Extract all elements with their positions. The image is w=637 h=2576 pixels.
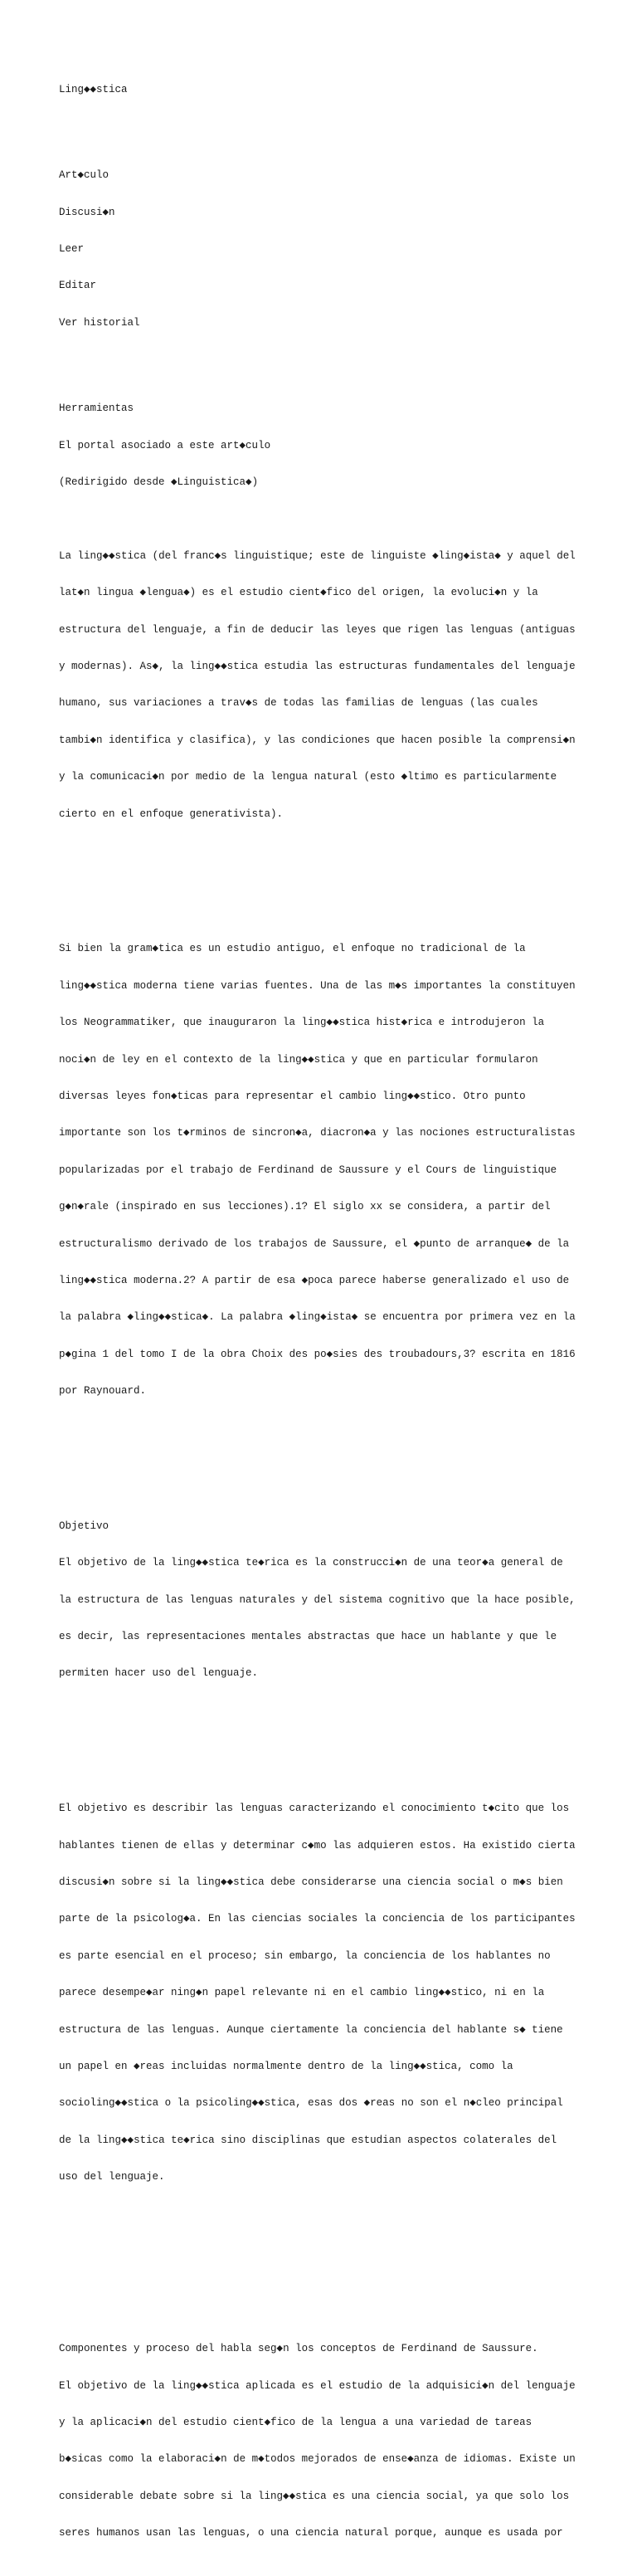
text-line: El objetivo es describir las lenguas caracterizando el conocimiento t◆cito que los <box>59 1803 570 1815</box>
text-line: estructura del lenguaje, a fin de deducir las leyes que rigen las lenguas (antiguas <box>59 623 576 636</box>
text-line: permiten hacer uso del lenguaje. <box>59 1667 259 1680</box>
text-line: tambi◆n identifica y clasifica), y las condiciones que hacen posible la comprensi◆n <box>59 734 576 746</box>
paragraph-objetivo <box>59 1495 590 1705</box>
spacer <box>59 870 590 882</box>
redirect-note: (Redirigido desde ◆Linguistica◆) <box>59 476 259 489</box>
text-line: y la aplicaci◆n del estudio cient◆fico de la lengua a una variedad de tareas <box>59 2417 532 2428</box>
text-line: discusi◆n sobre si la ling◆◆stica debe considerarse una ciencia social o m◆s bien <box>59 1876 563 1888</box>
text-line: hablantes tienen de ellas y determinar c◆mo las adquieren estos. Ha existido cierta <box>59 1839 576 1852</box>
text-line: la palabra ◆ling◆◆stica◆. La palabra ◆ling◆ista◆ se encuentra por primera vez en la <box>59 1311 576 1324</box>
text-line: diversas leyes fon◆ticas para representar el cambio ling◆◆stico. Otro punto <box>59 1090 526 1102</box>
document-page <box>59 59 590 2576</box>
text-line: parte de la psicolog◆a. En las ciencias sociales la conciencia de los participantes <box>59 1913 576 1925</box>
paragraph-objetivo-detail <box>59 1778 590 2208</box>
spacer <box>59 354 590 366</box>
text-line: la estructura de las lenguas naturales y del sistema cognitivo que la hace posible, <box>59 1593 576 1606</box>
spacer <box>59 1729 590 1741</box>
text-line: La ling◆◆stica (del franc◆s linguistique; este de linguiste ◆ling◆ista◆ y aquel del <box>59 549 576 562</box>
spacer <box>59 1447 590 1459</box>
text-line: uso del lenguaje. <box>59 2171 165 2183</box>
text-line: b◆sicas como la elaboraci◆n de m◆todos mejorados de ense◆anza de idiomas. Existe un <box>59 2453 576 2466</box>
text-line: cierto en el enfoque generativista). <box>59 807 284 820</box>
text-line: noci◆n de ley en el contexto de la ling◆◆stica y que en particular formularon <box>59 1053 538 1066</box>
text-line: socioling◆◆stica o la psicoling◆◆stica, esas dos ◆reas no son el n◆cleo principal <box>59 2097 563 2110</box>
text-line: un papel en ◆reas incluidas normalmente dentro de la ling◆◆stica, como la <box>59 2060 513 2072</box>
text-line: g◆n◆rale (inspirado en sus lecciones).1? El siglo xx se considera, a partir del <box>59 1201 551 1213</box>
paragraph-componentes <box>59 2319 590 2564</box>
page-title: Ling◆◆stica <box>59 83 128 95</box>
text-line: los Neogrammatiker, que inauguraron la ling◆◆stica hist◆rica e introdujeron la <box>59 1017 545 1029</box>
text-line: importante son los t◆rminos de sincron◆a, diacron◆a y las nociones estructuralistas <box>59 1127 576 1139</box>
paragraph-history <box>59 919 590 1422</box>
text-line: humano, sus variaciones a trav◆s de todas las familias de lenguas (las cuales <box>59 697 538 710</box>
text-line: El objetivo de la ling◆◆stica aplicada es el estudio de la adquisici◆n del lenguaje <box>59 2379 576 2392</box>
text-line: y modernas). As◆, la ling◆◆stica estudia las estructuras fundamentales del lenguaje <box>59 661 576 673</box>
text-line: estructura de las lenguas. Aunque ciertamente la conciencia del hablante s◆ tiene <box>59 2023 563 2036</box>
text-line: es decir, las representaciones mentales abstractas que hace un hablante y que le <box>59 1631 557 1642</box>
nav-item-leer: Leer <box>59 242 85 255</box>
text-line: popularizadas por el trabajo de Ferdinand de Saussure y el Cours de linguistique <box>59 1164 557 1176</box>
text-line: estructuralismo derivado de los trabajos de Saussure, el ◆punto de arranque◆ de la <box>59 1237 570 1250</box>
paragraph-intro <box>59 525 590 845</box>
text-line: de la ling◆◆stica te◆rica sino disciplinas que estudian aspectos colaterales del <box>59 2134 557 2146</box>
nav-item-discusion: Discusi◆n <box>59 206 115 218</box>
nav-item-articulo: Art◆culo <box>59 169 109 182</box>
text-line: seres humanos usan las lenguas, o una ciencia natural porque, aunque es usada por <box>59 2527 563 2539</box>
text-line: El objetivo de la ling◆◆stica te◆rica es la construcci◆n de una teor◆a general de <box>59 1557 563 1569</box>
text-line: considerable debate sobre si la ling◆◆stica es una ciencia social, ya que solo los <box>59 2490 570 2502</box>
text-line: parece desempe◆ar ning◆n papel relevante ni en el cambio ling◆◆stico, ni en la <box>59 1987 545 1999</box>
spacer <box>59 2232 590 2245</box>
text-line: lat◆n lingua ◆lengua◆) es el estudio cient◆fico del origen, la evoluci◆n y la <box>59 587 538 599</box>
section-heading-objetivo: Objetivo <box>59 1520 109 1532</box>
spacer <box>59 120 590 133</box>
nav-item-editar: Editar <box>59 280 97 292</box>
text-line: ling◆◆stica moderna tiene varias fuentes. Una de las m◆s importantes la constituyen <box>59 979 576 992</box>
text-line: y la comunicaci◆n por medio de la lengua natural (esto ◆ltimo es particularmente <box>59 771 557 783</box>
tools-heading: Herramientas <box>59 402 134 415</box>
text-line: por Raynouard. <box>59 1385 147 1398</box>
figure-caption: Componentes y proceso del habla seg◆n los conceptos de Ferdinand de Saussure. <box>59 2343 538 2355</box>
spacer <box>59 2269 590 2281</box>
portal-text: El portal asociado a este art◆culo <box>59 439 271 451</box>
text-line: ling◆◆stica moderna.2? A partir de esa ◆poca parece haberse generalizado el uso de <box>59 1274 570 1286</box>
text-line: p◆gina 1 del tomo I de la obra Choix des po◆sies des troubadours,3? escrita en 1816 <box>59 1348 576 1360</box>
text-line: Si bien la gram◆tica es un estudio antiguo, el enfoque no tradicional de la <box>59 943 526 955</box>
nav-item-ver-historial: Ver historial <box>59 316 140 329</box>
text-line: es parte esencial en el proceso; sin embargo, la conciencia de los hablantes no <box>59 1949 551 1962</box>
